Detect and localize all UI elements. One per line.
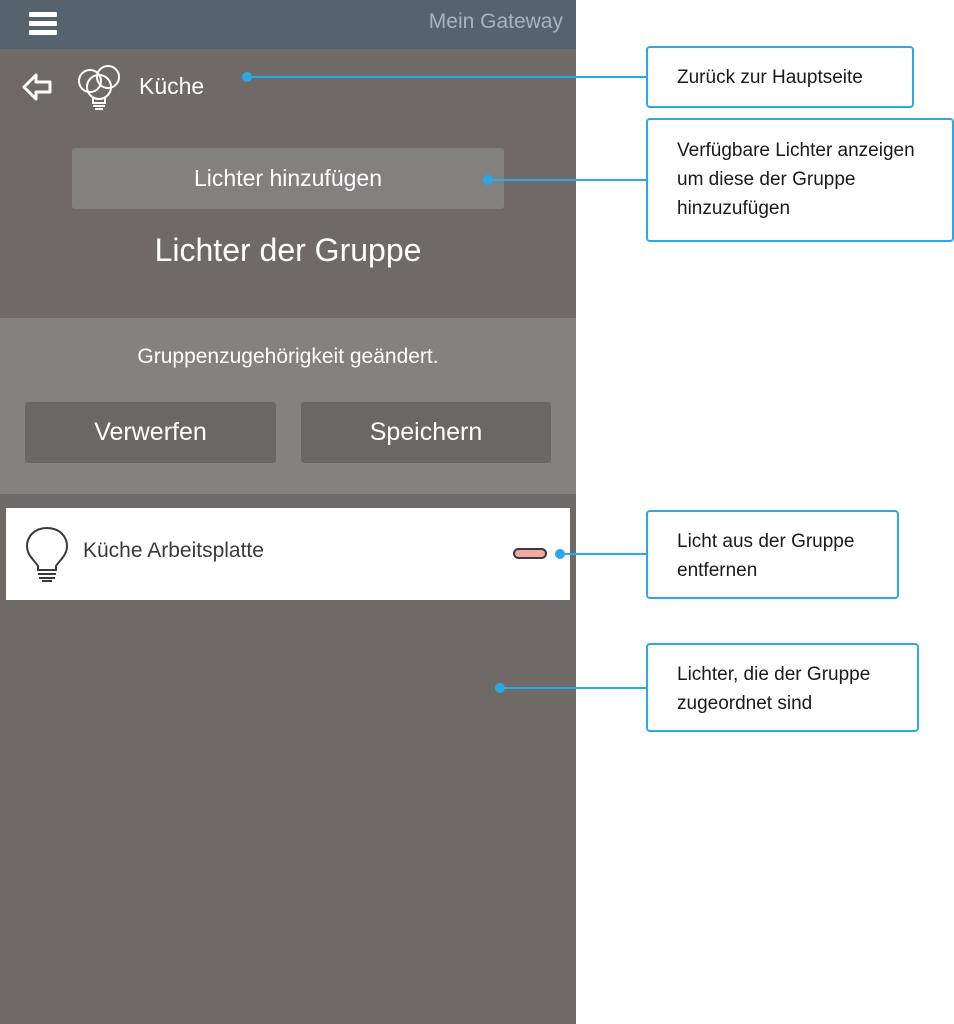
hamburger-menu-icon[interactable] <box>29 12 57 36</box>
annotation-add-lights <box>646 118 954 242</box>
list-item[interactable] <box>6 508 570 600</box>
annotation-back-text: Zurück zur Hauptseite <box>677 67 863 88</box>
light-bulb-icon <box>22 524 72 586</box>
annotation-group-lights-text: Lichter, die der Gruppe zugeordnet sind <box>677 664 871 714</box>
group-header <box>0 60 576 114</box>
annotation-line-remove-light <box>560 553 647 555</box>
light-bulbs-group-icon <box>76 63 122 113</box>
annotation-group-lights <box>646 643 919 732</box>
group-name: Küche <box>139 73 205 99</box>
light-name: Küche Arbeitsplatte <box>83 539 264 562</box>
change-message: Gruppenzugehörigkeit geändert. <box>137 345 439 368</box>
annotation-line-add-lights <box>488 179 647 181</box>
save-button[interactable]: Speichern <box>301 402 551 463</box>
annotation-line-back <box>247 76 647 78</box>
arrow-left-icon[interactable] <box>20 70 54 104</box>
annotation-remove-light <box>646 510 899 599</box>
annotation-remove-light-text: Licht aus der Gruppe entfernen <box>677 531 855 581</box>
section-title: Lichter der Gruppe <box>154 232 422 268</box>
add-lights-button[interactable]: Lichter hinzufügen <box>72 148 504 209</box>
change-panel <box>0 318 576 494</box>
annotation-back <box>646 46 914 108</box>
discard-button[interactable]: Verwerfen <box>25 402 276 463</box>
annotation-add-lights-text: Verfügbare Lichter anzeigen um diese der Gruppe hinzuzufügen <box>677 140 915 219</box>
remove-light-button[interactable] <box>513 548 547 559</box>
top-bar <box>0 0 576 49</box>
annotation-line-group-lights <box>500 687 647 689</box>
gateway-title: Mein Gateway <box>428 10 563 33</box>
